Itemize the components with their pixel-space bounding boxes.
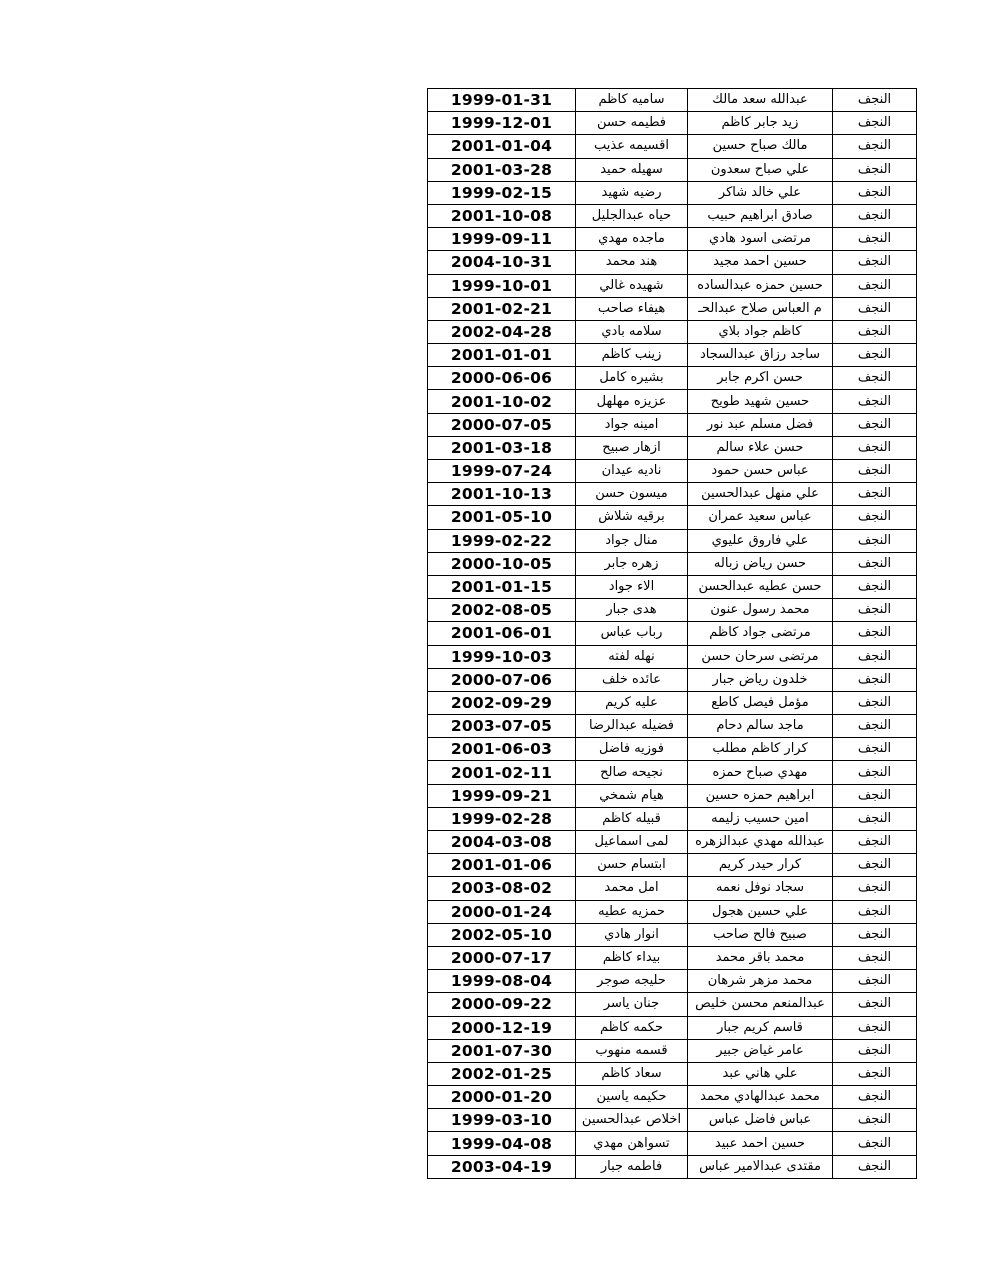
mother-name-cell: قسمه منهوب bbox=[576, 1039, 688, 1062]
province-cell: النجف bbox=[833, 970, 917, 993]
full-name-cell: علي منهل عبدالحسين bbox=[688, 483, 833, 506]
mother-name-cell: بشيره كامل bbox=[576, 367, 688, 390]
table-row bbox=[428, 158, 917, 181]
full-name-cell: سجاد نوفل نعمه bbox=[688, 877, 833, 900]
province-cell: النجف bbox=[833, 900, 917, 923]
birth-date-cell: 1999-10-01 bbox=[428, 274, 576, 297]
birth-date-cell: 2002-01-25 bbox=[428, 1062, 576, 1085]
mother-name-cell: هيفاء صاحب bbox=[576, 297, 688, 320]
full-name-cell: عامر غياض جبير bbox=[688, 1039, 833, 1062]
province-cell: النجف bbox=[833, 228, 917, 251]
mother-name-cell: لمى اسماعيل bbox=[576, 831, 688, 854]
table-row bbox=[428, 738, 917, 761]
birth-date-cell: 2000-07-06 bbox=[428, 668, 576, 691]
mother-name-cell: رباب عباس bbox=[576, 622, 688, 645]
table-row bbox=[428, 993, 917, 1016]
full-name-cell: حسن رياض زباله bbox=[688, 552, 833, 575]
records-table bbox=[427, 88, 917, 1179]
province-cell: النجف bbox=[833, 1109, 917, 1132]
province-cell: النجف bbox=[833, 436, 917, 459]
full-name-cell: حسين احمد عبيد bbox=[688, 1132, 833, 1155]
table-row bbox=[428, 204, 917, 227]
mother-name-cell: ابتسام حسن bbox=[576, 854, 688, 877]
birth-date-cell: 2001-01-06 bbox=[428, 854, 576, 877]
mother-name-cell: حليجه صوجر bbox=[576, 970, 688, 993]
province-cell: النجف bbox=[833, 668, 917, 691]
mother-name-cell: رضيه شهيد bbox=[576, 181, 688, 204]
province-cell: النجف bbox=[833, 552, 917, 575]
full-name-cell: حسين شهيد طويح bbox=[688, 390, 833, 413]
table-row bbox=[428, 1132, 917, 1155]
full-name-cell: مقتدى عبدالامير عباس bbox=[688, 1155, 833, 1178]
table-row bbox=[428, 831, 917, 854]
birth-date-cell: 1999-10-03 bbox=[428, 645, 576, 668]
full-name-cell: فضل مسلم عبد نور bbox=[688, 413, 833, 436]
birth-date-cell: 2002-09-29 bbox=[428, 691, 576, 714]
province-cell: النجف bbox=[833, 460, 917, 483]
full-name-cell: كرار كاظم مطلب bbox=[688, 738, 833, 761]
mother-name-cell: نجيحه صالح bbox=[576, 761, 688, 784]
birth-date-cell: 2001-01-15 bbox=[428, 575, 576, 598]
province-cell: النجف bbox=[833, 135, 917, 158]
mother-name-cell: زهره جابر bbox=[576, 552, 688, 575]
table-row bbox=[428, 761, 917, 784]
table-row bbox=[428, 715, 917, 738]
table-row bbox=[428, 1109, 917, 1132]
birth-date-cell: 2001-10-08 bbox=[428, 204, 576, 227]
birth-date-cell: 2000-12-19 bbox=[428, 1016, 576, 1039]
table-row bbox=[428, 135, 917, 158]
table-row bbox=[428, 344, 917, 367]
birth-date-cell: 1999-01-31 bbox=[428, 89, 576, 112]
full-name-cell: محمد رسول عنون bbox=[688, 599, 833, 622]
full-name-cell: مهدي صباح حمزه bbox=[688, 761, 833, 784]
mother-name-cell: تسواهن مهدي bbox=[576, 1132, 688, 1155]
table-row bbox=[428, 970, 917, 993]
table-row bbox=[428, 436, 917, 459]
province-cell: النجف bbox=[833, 181, 917, 204]
full-name-cell: ابراهيم حمزه حسين bbox=[688, 784, 833, 807]
province-cell: النجف bbox=[833, 877, 917, 900]
full-name-cell: حسين احمد مجيد bbox=[688, 251, 833, 274]
mother-name-cell: هدى جبار bbox=[576, 599, 688, 622]
mother-name-cell: برقيه شلاش bbox=[576, 506, 688, 529]
mother-name-cell: جنان ياسر bbox=[576, 993, 688, 1016]
mother-name-cell: قبيله كاظم bbox=[576, 807, 688, 830]
table-row bbox=[428, 274, 917, 297]
birth-date-cell: 2001-05-10 bbox=[428, 506, 576, 529]
province-cell: النجف bbox=[833, 251, 917, 274]
birth-date-cell: 2000-09-22 bbox=[428, 993, 576, 1016]
full-name-cell: مؤمل فيصل كاطع bbox=[688, 691, 833, 714]
mother-name-cell: حمزيه عطيه bbox=[576, 900, 688, 923]
mother-name-cell: هيام شمخي bbox=[576, 784, 688, 807]
full-name-cell: حسن علاء سالم bbox=[688, 436, 833, 459]
province-cell: النجف bbox=[833, 483, 917, 506]
province-cell: النجف bbox=[833, 993, 917, 1016]
birth-date-cell: 2001-06-01 bbox=[428, 622, 576, 645]
birth-date-cell: 2001-03-28 bbox=[428, 158, 576, 181]
full-name-cell: علي حسين هجول bbox=[688, 900, 833, 923]
birth-date-cell: 2001-07-30 bbox=[428, 1039, 576, 1062]
mother-name-cell: فوزيه فاضل bbox=[576, 738, 688, 761]
table-row bbox=[428, 807, 917, 830]
mother-name-cell: اقسيمه عذيب bbox=[576, 135, 688, 158]
birth-date-cell: 2004-03-08 bbox=[428, 831, 576, 854]
province-cell: النجف bbox=[833, 946, 917, 969]
mother-name-cell: فاطمه جبار bbox=[576, 1155, 688, 1178]
table-row bbox=[428, 1155, 917, 1178]
table-row bbox=[428, 529, 917, 552]
birth-date-cell: 1999-09-11 bbox=[428, 228, 576, 251]
table-row bbox=[428, 668, 917, 691]
province-cell: النجف bbox=[833, 413, 917, 436]
province-cell: النجف bbox=[833, 529, 917, 552]
birth-date-cell: 1999-02-22 bbox=[428, 529, 576, 552]
birth-date-cell: 1999-04-08 bbox=[428, 1132, 576, 1155]
birth-date-cell: 1999-02-15 bbox=[428, 181, 576, 204]
birth-date-cell: 2003-07-05 bbox=[428, 715, 576, 738]
province-cell: النجف bbox=[833, 1132, 917, 1155]
full-name-cell: قاسم كريم جبار bbox=[688, 1016, 833, 1039]
province-cell: النجف bbox=[833, 1086, 917, 1109]
province-cell: النجف bbox=[833, 367, 917, 390]
mother-name-cell: امينه جواد bbox=[576, 413, 688, 436]
birth-date-cell: 2001-02-21 bbox=[428, 297, 576, 320]
table-row bbox=[428, 1039, 917, 1062]
mother-name-cell: فطيمه حسن bbox=[576, 112, 688, 135]
birth-date-cell: 2000-07-17 bbox=[428, 946, 576, 969]
full-name-cell: عبدالله مهدي عبدالزهره bbox=[688, 831, 833, 854]
mother-name-cell: عزيزه مهلهل bbox=[576, 390, 688, 413]
table-row bbox=[428, 854, 917, 877]
table-row bbox=[428, 367, 917, 390]
province-cell: النجف bbox=[833, 1016, 917, 1039]
full-name-cell: علي فاروق عليوي bbox=[688, 529, 833, 552]
mother-name-cell: زينب كاظم bbox=[576, 344, 688, 367]
full-name-cell: صبيح فالح صاحب bbox=[688, 923, 833, 946]
province-cell: النجف bbox=[833, 831, 917, 854]
table-row bbox=[428, 89, 917, 112]
mother-name-cell: منال جواد bbox=[576, 529, 688, 552]
province-cell: النجف bbox=[833, 320, 917, 343]
full-name-cell: مرتضى سرحان حسن bbox=[688, 645, 833, 668]
table-row bbox=[428, 228, 917, 251]
birth-date-cell: 1999-12-01 bbox=[428, 112, 576, 135]
table-row bbox=[428, 1086, 917, 1109]
province-cell: النجف bbox=[833, 390, 917, 413]
table-row bbox=[428, 251, 917, 274]
table-row bbox=[428, 506, 917, 529]
full-name-cell: مالك صباح حسين bbox=[688, 135, 833, 158]
birth-date-cell: 2001-02-11 bbox=[428, 761, 576, 784]
mother-name-cell: سهيله حميد bbox=[576, 158, 688, 181]
mother-name-cell: ميسون حسن bbox=[576, 483, 688, 506]
birth-date-cell: 2001-01-04 bbox=[428, 135, 576, 158]
province-cell: النجف bbox=[833, 1155, 917, 1178]
birth-date-cell: 1999-03-10 bbox=[428, 1109, 576, 1132]
birth-date-cell: 2001-03-18 bbox=[428, 436, 576, 459]
full-name-cell: ساجد رزاق عبدالسجاد bbox=[688, 344, 833, 367]
mother-name-cell: شهيده غالي bbox=[576, 274, 688, 297]
mother-name-cell: فضيله عبدالرضا bbox=[576, 715, 688, 738]
province-cell: النجف bbox=[833, 344, 917, 367]
birth-date-cell: 2000-01-20 bbox=[428, 1086, 576, 1109]
birth-date-cell: 1999-08-04 bbox=[428, 970, 576, 993]
table-row bbox=[428, 575, 917, 598]
province-cell: النجف bbox=[833, 1062, 917, 1085]
table-row bbox=[428, 112, 917, 135]
full-name-cell: حسن عطيه عبدالحسن bbox=[688, 575, 833, 598]
province-cell: النجف bbox=[833, 784, 917, 807]
province-cell: النجف bbox=[833, 575, 917, 598]
birth-date-cell: 1999-09-21 bbox=[428, 784, 576, 807]
birth-date-cell: 2003-04-19 bbox=[428, 1155, 576, 1178]
table-row bbox=[428, 483, 917, 506]
table-row bbox=[428, 1062, 917, 1085]
province-cell: النجف bbox=[833, 738, 917, 761]
full-name-cell: عباس حسن حمود bbox=[688, 460, 833, 483]
province-cell: النجف bbox=[833, 274, 917, 297]
table-row bbox=[428, 923, 917, 946]
province-cell: النجف bbox=[833, 1039, 917, 1062]
full-name-cell: خلدون رياض جبار bbox=[688, 668, 833, 691]
full-name-cell: ماجد سالم دحام bbox=[688, 715, 833, 738]
mother-name-cell: حياه عبدالجليل bbox=[576, 204, 688, 227]
birth-date-cell: 2001-06-03 bbox=[428, 738, 576, 761]
full-name-cell: علي صباح سعدون bbox=[688, 158, 833, 181]
full-name-cell: مرتضى اسود هادي bbox=[688, 228, 833, 251]
birth-date-cell: 2001-10-13 bbox=[428, 483, 576, 506]
birth-date-cell: 2004-10-31 bbox=[428, 251, 576, 274]
province-cell: النجف bbox=[833, 807, 917, 830]
full-name-cell: عبدالمنعم محسن خليص bbox=[688, 993, 833, 1016]
mother-name-cell: عليه كريم bbox=[576, 691, 688, 714]
province-cell: النجف bbox=[833, 158, 917, 181]
mother-name-cell: امل محمد bbox=[576, 877, 688, 900]
birth-date-cell: 2000-07-05 bbox=[428, 413, 576, 436]
province-cell: النجف bbox=[833, 297, 917, 320]
birth-date-cell: 2002-08-05 bbox=[428, 599, 576, 622]
province-cell: النجف bbox=[833, 506, 917, 529]
province-cell: النجف bbox=[833, 89, 917, 112]
full-name-cell: علي هاني عبد bbox=[688, 1062, 833, 1085]
province-cell: النجف bbox=[833, 761, 917, 784]
full-name-cell: محمد باقر محمد bbox=[688, 946, 833, 969]
full-name-cell: صادق ابراهيم حبيب bbox=[688, 204, 833, 227]
mother-name-cell: بيداء كاظم bbox=[576, 946, 688, 969]
full-name-cell: امين حسيب زليمه bbox=[688, 807, 833, 830]
mother-name-cell: عائده خلف bbox=[576, 668, 688, 691]
birth-date-cell: 2002-04-28 bbox=[428, 320, 576, 343]
full-name-cell: محمد عبدالهادي محمد bbox=[688, 1086, 833, 1109]
records-body bbox=[428, 89, 917, 1179]
mother-name-cell: نهله لفته bbox=[576, 645, 688, 668]
birth-date-cell: 2001-10-02 bbox=[428, 390, 576, 413]
full-name-cell: زيد جابر كاظم bbox=[688, 112, 833, 135]
table-row bbox=[428, 622, 917, 645]
birth-date-cell: 2003-08-02 bbox=[428, 877, 576, 900]
mother-name-cell: ماجده مهدي bbox=[576, 228, 688, 251]
table-row bbox=[428, 599, 917, 622]
province-cell: النجف bbox=[833, 204, 917, 227]
full-name-cell: م العباس صلاح عبدالحـ bbox=[688, 297, 833, 320]
full-name-cell: عباس فاضل عباس bbox=[688, 1109, 833, 1132]
full-name-cell: حسين حمزه عبدالساده bbox=[688, 274, 833, 297]
mother-name-cell: هند محمد bbox=[576, 251, 688, 274]
table-row bbox=[428, 645, 917, 668]
table-row bbox=[428, 946, 917, 969]
mother-name-cell: حكمه كاظم bbox=[576, 1016, 688, 1039]
mother-name-cell: الاء جواد bbox=[576, 575, 688, 598]
birth-date-cell: 1999-02-28 bbox=[428, 807, 576, 830]
birth-date-cell: 2000-06-06 bbox=[428, 367, 576, 390]
full-name-cell: عباس سعيد عمران bbox=[688, 506, 833, 529]
birth-date-cell: 1999-07-24 bbox=[428, 460, 576, 483]
table-row bbox=[428, 320, 917, 343]
table-row bbox=[428, 460, 917, 483]
mother-name-cell: ازهار صبيح bbox=[576, 436, 688, 459]
table-row bbox=[428, 784, 917, 807]
province-cell: النجف bbox=[833, 923, 917, 946]
province-cell: النجف bbox=[833, 715, 917, 738]
full-name-cell: علي خالد شاكر bbox=[688, 181, 833, 204]
table-row bbox=[428, 413, 917, 436]
province-cell: النجف bbox=[833, 622, 917, 645]
table-row bbox=[428, 877, 917, 900]
table-row bbox=[428, 900, 917, 923]
province-cell: النجف bbox=[833, 691, 917, 714]
mother-name-cell: ساميه كاظم bbox=[576, 89, 688, 112]
table-row bbox=[428, 390, 917, 413]
mother-name-cell: ناديه عيدان bbox=[576, 460, 688, 483]
full-name-cell: محمد مزهر شرهان bbox=[688, 970, 833, 993]
full-name-cell: كاظم جواد بلاي bbox=[688, 320, 833, 343]
mother-name-cell: سلامه بادي bbox=[576, 320, 688, 343]
province-cell: النجف bbox=[833, 112, 917, 135]
province-cell: النجف bbox=[833, 854, 917, 877]
birth-date-cell: 2002-05-10 bbox=[428, 923, 576, 946]
province-cell: النجف bbox=[833, 599, 917, 622]
table-row bbox=[428, 691, 917, 714]
table-row bbox=[428, 181, 917, 204]
full-name-cell: حسن اكرم جابر bbox=[688, 367, 833, 390]
birth-date-cell: 2000-01-24 bbox=[428, 900, 576, 923]
mother-name-cell: حكيمه ياسين bbox=[576, 1086, 688, 1109]
full-name-cell: مرتضى جواد كاظم bbox=[688, 622, 833, 645]
mother-name-cell: سعاد كاظم bbox=[576, 1062, 688, 1085]
birth-date-cell: 2000-10-05 bbox=[428, 552, 576, 575]
full-name-cell: عبدالله سعد مالك bbox=[688, 89, 833, 112]
table-row bbox=[428, 552, 917, 575]
full-name-cell: كرار حيدر كريم bbox=[688, 854, 833, 877]
table-row bbox=[428, 297, 917, 320]
birth-date-cell: 2001-01-01 bbox=[428, 344, 576, 367]
province-cell: النجف bbox=[833, 645, 917, 668]
mother-name-cell: انوار هادي bbox=[576, 923, 688, 946]
table-row bbox=[428, 1016, 917, 1039]
mother-name-cell: اخلاص عبدالحسين bbox=[576, 1109, 688, 1132]
